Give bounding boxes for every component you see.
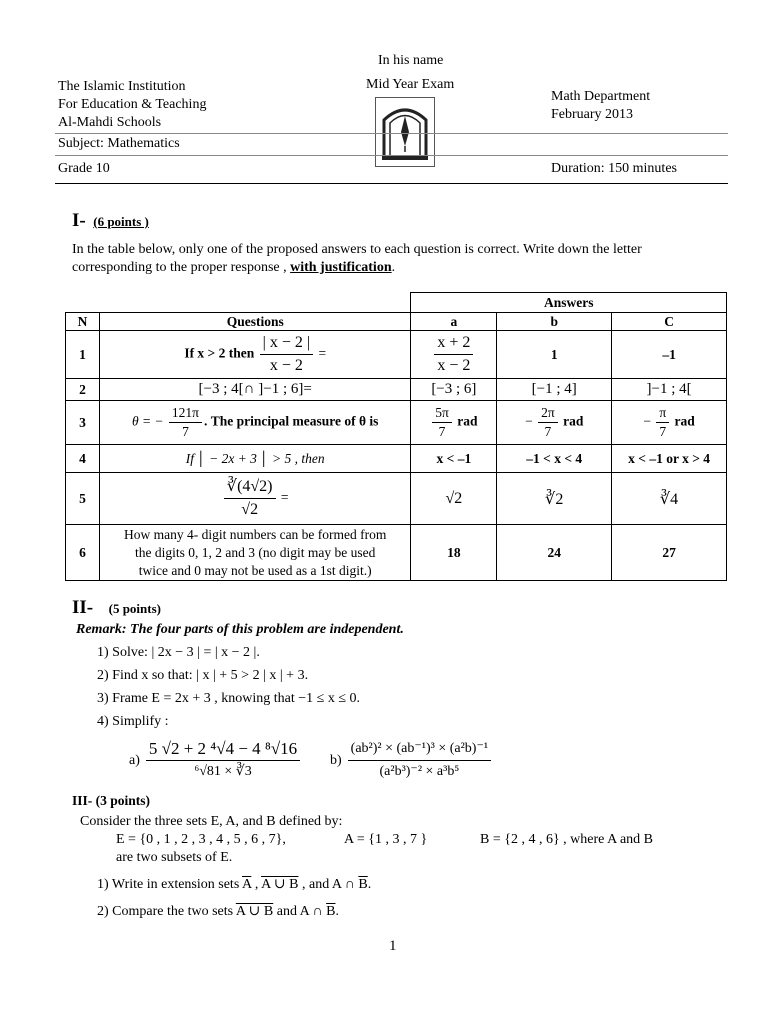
numerator: x + 2 bbox=[434, 332, 473, 355]
simplify-b bbox=[330, 738, 493, 783]
answer-b-cell: ∛2 bbox=[497, 473, 612, 525]
part2-item-3: 3) Frame E = 2x + 3 , knowing that −1 ≤ x ≤ 0. bbox=[97, 691, 361, 706]
answer-a-cell: √2 bbox=[411, 473, 497, 525]
item-text: 1) Write in extension sets bbox=[97, 877, 240, 892]
part1-intro-emphasis: with justification bbox=[290, 260, 392, 275]
answer-b-cell: –1 < x < 4 bbox=[497, 445, 612, 473]
page-number: 1 bbox=[389, 938, 397, 954]
row-number: 1 bbox=[66, 331, 100, 379]
header-rule-1 bbox=[55, 133, 728, 134]
answer-b-cell bbox=[497, 401, 612, 445]
part2-points: (5 points) bbox=[108, 601, 161, 616]
question-table bbox=[65, 292, 727, 581]
question-line: twice and 0 may not be used as a 1st digit.) bbox=[138, 562, 372, 578]
part2-item-2: 2) Find x so that: | x | + 5 > 2 | x | + 3. bbox=[97, 668, 309, 683]
header-institution-1: The Islamic Institution bbox=[58, 79, 186, 94]
answer-a-cell: x < –1 bbox=[411, 445, 497, 473]
numerator: (ab²)² × (ab⁻¹)³ × (a²b)⁻¹ bbox=[348, 738, 491, 761]
answer-b-cell: 1 bbox=[497, 331, 612, 379]
part2-heading bbox=[72, 597, 161, 619]
row-number: 5 bbox=[66, 473, 100, 525]
header-institution-3: Al-Mahdi Schools bbox=[58, 115, 162, 130]
question-cell bbox=[99, 331, 410, 379]
col-a-header: a bbox=[411, 313, 497, 331]
question-prefix: If x > 2 then bbox=[184, 345, 255, 361]
numerator: 121π bbox=[169, 404, 202, 423]
set-b: B = {2 , 4 , 6} , where A and B bbox=[480, 832, 653, 847]
answer-b-cell: [−1 ; 4] bbox=[497, 379, 612, 401]
answer-a-cell: [−3 ; 6] bbox=[411, 379, 497, 401]
part1-heading bbox=[72, 210, 149, 232]
unit: rad bbox=[457, 413, 478, 429]
header-rule-2 bbox=[55, 155, 728, 156]
subsets-note: are two subsets of E. bbox=[116, 850, 233, 865]
row-number: 4 bbox=[66, 445, 100, 473]
unit: rad bbox=[674, 413, 695, 429]
fraction bbox=[434, 332, 473, 377]
sign: − bbox=[643, 413, 651, 429]
fraction bbox=[146, 738, 300, 783]
denominator: √2 bbox=[241, 501, 259, 518]
answer-c-cell: –1 bbox=[612, 331, 727, 379]
col-b-header: b bbox=[497, 313, 612, 331]
numerator: 5π bbox=[432, 404, 452, 423]
set-e: E = {0 , 1 , 2 , 3 , 4 , 5 , 6 , 7}, bbox=[116, 832, 286, 847]
question-suffix: = bbox=[280, 489, 289, 505]
answer-c-cell: ]−1 ; 4[ bbox=[612, 379, 727, 401]
numerator: π bbox=[656, 404, 669, 423]
simplify-b-label: b) bbox=[330, 752, 342, 768]
question-suffix: = bbox=[318, 345, 327, 361]
table-row bbox=[66, 445, 727, 473]
denominator: (a²b³)⁻² × a³b⁵ bbox=[379, 764, 460, 779]
part3-item-2 bbox=[97, 903, 339, 921]
answer-c-cell bbox=[612, 401, 727, 445]
table-row bbox=[66, 379, 727, 401]
question-prefix: θ = − bbox=[131, 413, 164, 429]
numerator: 2π bbox=[538, 404, 558, 423]
table-row bbox=[66, 473, 727, 525]
item-end: . bbox=[335, 904, 339, 919]
part2-roman: II- bbox=[72, 597, 94, 618]
row-number: 2 bbox=[66, 379, 100, 401]
question-line: the digits 0, 1, 2 and 3 (no digit may be used bbox=[135, 544, 376, 560]
fraction bbox=[538, 404, 558, 441]
question-suffix: . The principal measure of θ is bbox=[204, 413, 379, 429]
denominator: 7 bbox=[438, 424, 446, 439]
denominator: x − 2 bbox=[269, 357, 303, 374]
item-end: . bbox=[367, 877, 372, 892]
answer-c-cell: ∛4 bbox=[612, 473, 727, 525]
item-text: 2) Compare the two sets bbox=[97, 904, 234, 919]
part3-intro: Consider the three sets E, A, and B defined by: bbox=[80, 814, 343, 829]
set-a: A = {1 , 3 , 7 } bbox=[344, 832, 428, 847]
numerator: ∛(4√2) bbox=[224, 476, 276, 499]
complement-a: $\overline{A}$ bbox=[242, 877, 252, 892]
fraction bbox=[656, 404, 669, 441]
separator: , bbox=[251, 877, 259, 892]
school-logo bbox=[375, 97, 435, 167]
item-text: and A ∩ bbox=[273, 904, 323, 919]
answer-a-cell bbox=[411, 401, 497, 445]
answer-a-cell: 18 bbox=[411, 525, 497, 581]
question-cell bbox=[99, 525, 410, 581]
header-duration: Duration: 150 minutes bbox=[551, 161, 677, 176]
answer-c-cell: 27 bbox=[612, 525, 727, 581]
denominator: ⁶√81 × ∛3 bbox=[194, 764, 252, 779]
header-in-his-name: In his name bbox=[378, 53, 444, 68]
complement-a-union-b: A ∪ B bbox=[235, 904, 274, 919]
part2-item-4: 4) Simplify : bbox=[97, 714, 169, 729]
denominator: x − 2 bbox=[437, 357, 471, 374]
question-cell: If │ − 2x + 3 │ > 5 , then bbox=[99, 445, 410, 473]
item-text: , and A ∩ bbox=[298, 877, 355, 892]
table-row bbox=[66, 525, 727, 581]
header-subject: Subject: Mathematics bbox=[58, 136, 180, 151]
answer-c-cell: x < –1 or x > 4 bbox=[612, 445, 727, 473]
part1-intro-text: corresponding to the proper response , bbox=[72, 260, 287, 275]
denominator: 7 bbox=[182, 424, 189, 439]
col-questions-header: Questions bbox=[99, 313, 410, 331]
numerator: | x − 2 | bbox=[260, 332, 313, 355]
part3-heading: III- (3 points) bbox=[72, 793, 151, 808]
unit: rad bbox=[563, 413, 584, 429]
col-n-header: N bbox=[66, 313, 100, 331]
part3-item-1 bbox=[97, 876, 371, 894]
question-cell: [−3 ; 4[∩ ]−1 ; 6]= bbox=[99, 379, 410, 401]
col-c-header: C bbox=[612, 313, 727, 331]
header-institution-2: For Education & Teaching bbox=[58, 97, 207, 112]
header-exam-title: Mid Year Exam bbox=[366, 77, 455, 92]
part1-intro-period: . bbox=[391, 260, 396, 275]
fraction bbox=[224, 476, 276, 521]
fraction bbox=[432, 404, 452, 441]
part1-intro-line2 bbox=[72, 260, 395, 276]
part1-roman: I- bbox=[72, 210, 86, 231]
simplify-a-label: a) bbox=[129, 752, 140, 768]
question-cell bbox=[99, 401, 410, 445]
denominator: 7 bbox=[544, 424, 552, 439]
simplify-a bbox=[129, 738, 302, 783]
table-row bbox=[66, 331, 727, 379]
denominator: 7 bbox=[659, 424, 667, 439]
fraction bbox=[169, 404, 202, 441]
answers-header: Answers bbox=[411, 293, 727, 313]
part1-intro-line1: In the table below, only one of the proposed answers to each question is correct. Write down the letter bbox=[72, 242, 642, 257]
row-number: 3 bbox=[66, 401, 100, 445]
header-date: February 2013 bbox=[551, 107, 634, 122]
row-number: 6 bbox=[66, 525, 100, 581]
numerator: 5 √2 + 2 ⁴√4 − 4 ⁸√16 bbox=[146, 738, 300, 761]
sign: − bbox=[525, 413, 533, 429]
header-department: Math Department bbox=[551, 89, 651, 104]
part2-item-1: 1) Solve: | 2x − 3 | = | x − 2 |. bbox=[97, 645, 260, 660]
part2-remark: Remark: The four parts of this problem are independent. bbox=[76, 622, 404, 637]
header-grade: Grade 10 bbox=[58, 161, 110, 176]
fraction bbox=[260, 332, 313, 377]
header-rule-3 bbox=[55, 183, 728, 184]
question-line: How many 4- digit numbers can be formed from bbox=[123, 526, 387, 542]
complement-b: $\overline{B}$ bbox=[326, 904, 336, 919]
answer-a-cell bbox=[411, 331, 497, 379]
part1-points: (6 points ) bbox=[93, 214, 149, 229]
fraction bbox=[348, 738, 491, 783]
answer-b-cell: 24 bbox=[497, 525, 612, 581]
question-cell bbox=[99, 473, 410, 525]
complement-a-union-b: A ∪ B bbox=[261, 877, 299, 892]
table-row bbox=[66, 401, 727, 445]
complement-b: $\overline{B}$ bbox=[358, 877, 368, 892]
